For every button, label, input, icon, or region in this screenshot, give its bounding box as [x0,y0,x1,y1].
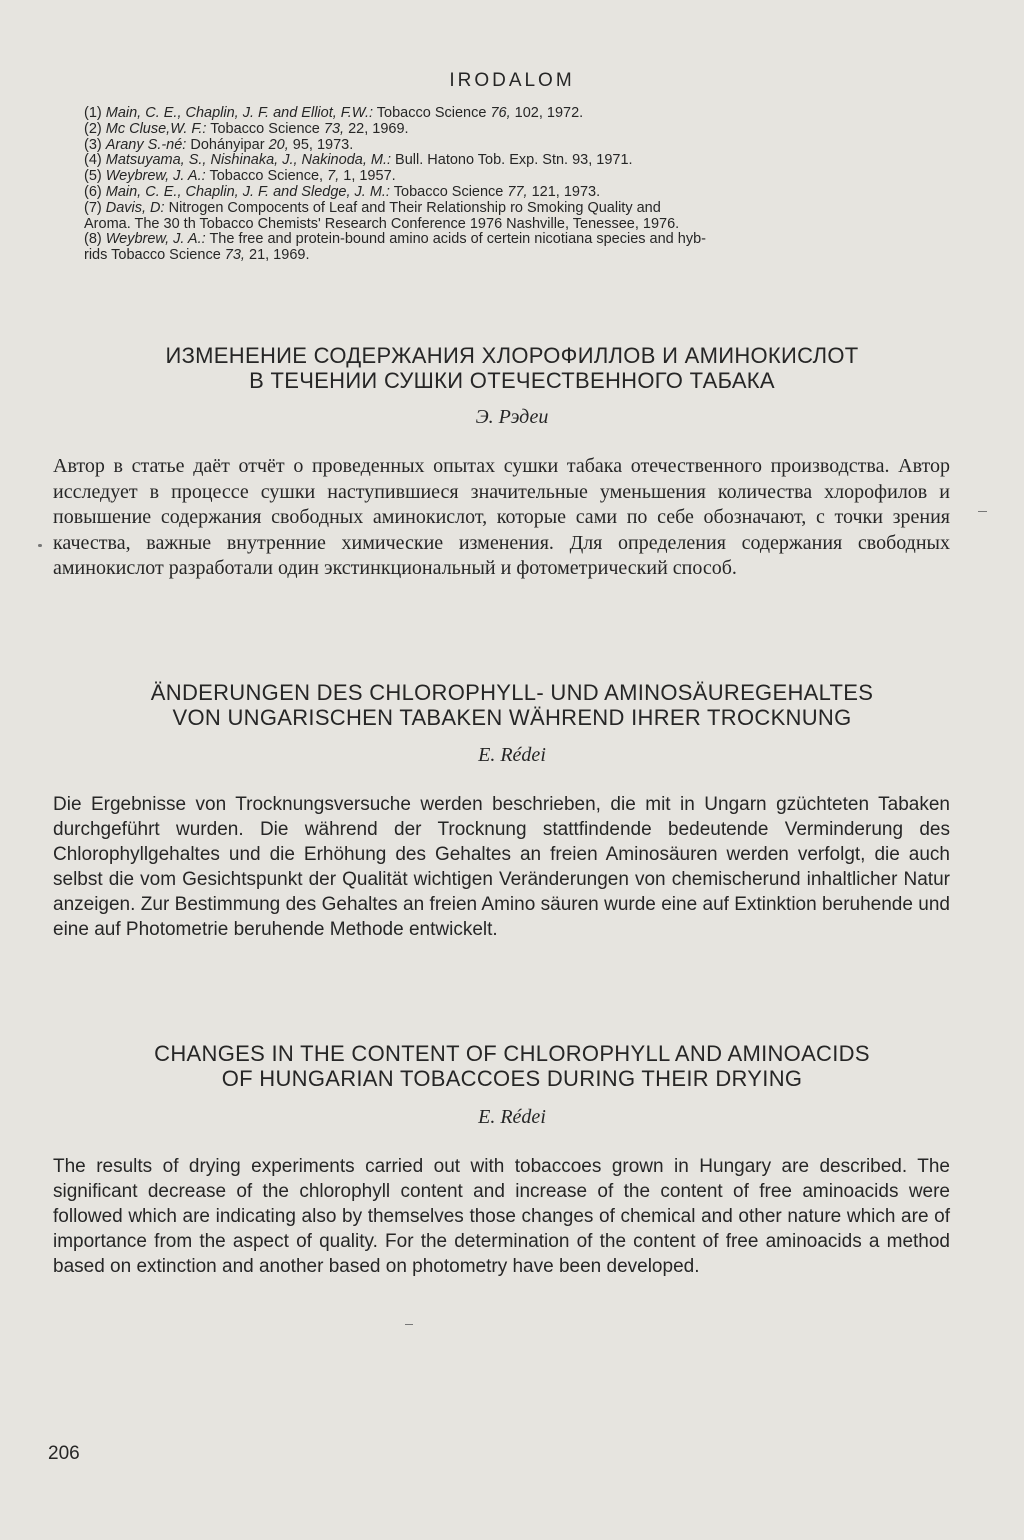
section-title-en [40,1041,984,1091]
reference-number: (3) [84,136,102,153]
title-line: VON UNGARISCHEN TABAKEN WÄHREND IHRER TROCKNUNG [172,705,852,730]
title-line: CHANGES IN THE CONTENT OF CHLOROPHYLL AND AMINOACIDS [154,1041,870,1066]
reference-7 [84,201,954,233]
reference-number: (5) [84,168,102,185]
title-line: OF HUNGARIAN TOBACCOES DURING THEIR DRYING [221,1066,803,1091]
section-abstract-de: Die Ergebnisse von Trocknungsversuche werden beschrieben, die mit in Ungarn gzüchteten Tabaken durchgeführt wurden. Die während der Trocknung stattfindende bedeutende Verminderung des Chlorophyllgehaltes und die Erhöhung des Gehaltes an freien Aminosäuren werden verfolgt, die auch selbst die vom Gesichtspunkt der Qualität wichtigen Veränderungen von chemischerund inhaltlicher Natur anzeigen. Zur Bestimmung des Gehaltes an freien Amino säuren wurde eine auf Extinktion beruhende und eine auf Photometrie beruhende Methode entwickelt. [53,794,950,940]
reference-volume: 76, [490,105,511,121]
reference-source: Tobacco Science, [209,168,324,185]
reference-source: Dohányipar [190,136,265,153]
reference-source: Bull. Hatono Tob. Exp. Stn. 93, 1971. [395,152,633,169]
reference-authors: Matsuyama, S., Nishinaka, J., Nakinoda, M.: [105,152,392,169]
section-abstract-en: The results of drying experiments carried out with tobaccoes grown in Hungary are described. The significant decrease of the chlorophyll content and increase of the content of free aminoacids were followed which are indicating also by themselves those changes of chemical and other nature which are of importance from the aspect of quality. For the determination of the content of free aminoacids a method based on extinction and another based on photometry have been developed. [53,1156,950,1277]
reference-number: (8) [84,231,102,248]
reference-authors: Weybrew, J. A.: [105,231,206,248]
reference-authors: Main, C. E., Chaplin, J. F. and Sledge, J. M.: [105,183,390,200]
reference-4 [84,153,954,169]
section-author-en: E. Rédei [478,1106,546,1128]
reference-volume: 73, [323,120,345,137]
reference-number: (7) [84,199,102,216]
reference-authors: Arany S.-né: [105,136,187,153]
reference-source: Tobacco Science [210,120,320,137]
reference-8 [84,232,954,264]
reference-volume: 77, [507,183,528,200]
reference-source: Tobacco Science [376,105,487,121]
reference-5 [84,169,954,185]
title-line: ÄNDERUNGEN DES CHLOROPHYLL- UND AMINOSÄUREGEHALTES [150,680,874,705]
reference-continuation [84,248,954,264]
references-heading: IRODALOM [449,70,575,91]
reference-1 [84,106,954,122]
reference-number: (6) [84,183,102,200]
section-title-de [40,680,984,730]
section-author-de: E. Rédei [478,744,546,766]
reference-list [84,106,954,264]
reference-authors: Davis, D: [105,199,165,216]
reference-number: (4) [84,152,102,169]
reference-rest: 1, 1957. [343,168,396,185]
reference-continuation-prefix: rids Tobacco Science [84,247,221,264]
reference-authors: Main, C. E., Chaplin, J. F. and Elliot, F.W.: [105,105,374,121]
reference-3 [84,138,954,154]
title-line: ИЗМЕНЕНИЕ СОДЕРЖАНИЯ ХЛОРОФИЛЛОВ И АМИНОКИСЛОТ [165,343,859,368]
reference-rest: 22, 1969. [348,120,409,137]
print-speck [38,544,42,547]
section-title-ru [40,343,984,393]
reference-number: (2) [84,120,102,137]
reference-number: (1) [84,105,102,121]
reference-volume: 7, [327,168,340,185]
reference-continuation: Aroma. The 30 th Tobacco Chemists' Research Conference 1976 Nashville, Tenessee, 1976. [84,215,680,232]
reference-volume: 73, [224,247,245,264]
reference-2 [84,122,954,138]
section-abstract-ru: Автор в статье даёт отчёт о проведенных опытах сушки табака отечественного производства. Автор исследует в процессе сушки наступившиеся значительные уменьшения количества хлорофилов и повышение содержания свободных аминокислот, которые сами по себе обозначают, с точки зрения качества, важные внутренние химические изменения. Для определения содержания свободных аминокислот разработали один экстинкциональный и фотометрический способ. [53,455,950,579]
reference-source: Nitrogen Compocents of Leaf and Their Relationship ro Smoking Quality and [168,199,661,216]
reference-rest: 121, 1973. [531,183,601,200]
reference-authors: Mc Cluse,W. F.: [105,120,207,137]
print-speck [405,1324,413,1325]
print-speck [978,511,987,512]
title-line: В ТЕЧЕНИИ СУШКИ ОТЕЧЕСТВЕННОГО ТАБАКА [249,368,775,393]
reference-authors: Weybrew, J. A.: [105,168,206,185]
page-number: 206 [48,1443,80,1464]
reference-rest: 21, 1969. [249,247,310,264]
reference-rest: 102, 1972. [514,105,584,121]
section-author-ru: Э. Рэдеи [475,406,549,428]
reference-source: The free and protein-bound amino acids of certein nicotiana species and hyb- [209,231,706,248]
reference-6 [84,185,954,201]
reference-source: Tobacco Science [393,183,504,200]
reference-rest: 95, 1973. [292,136,354,153]
reference-volume: 20, [268,136,289,153]
